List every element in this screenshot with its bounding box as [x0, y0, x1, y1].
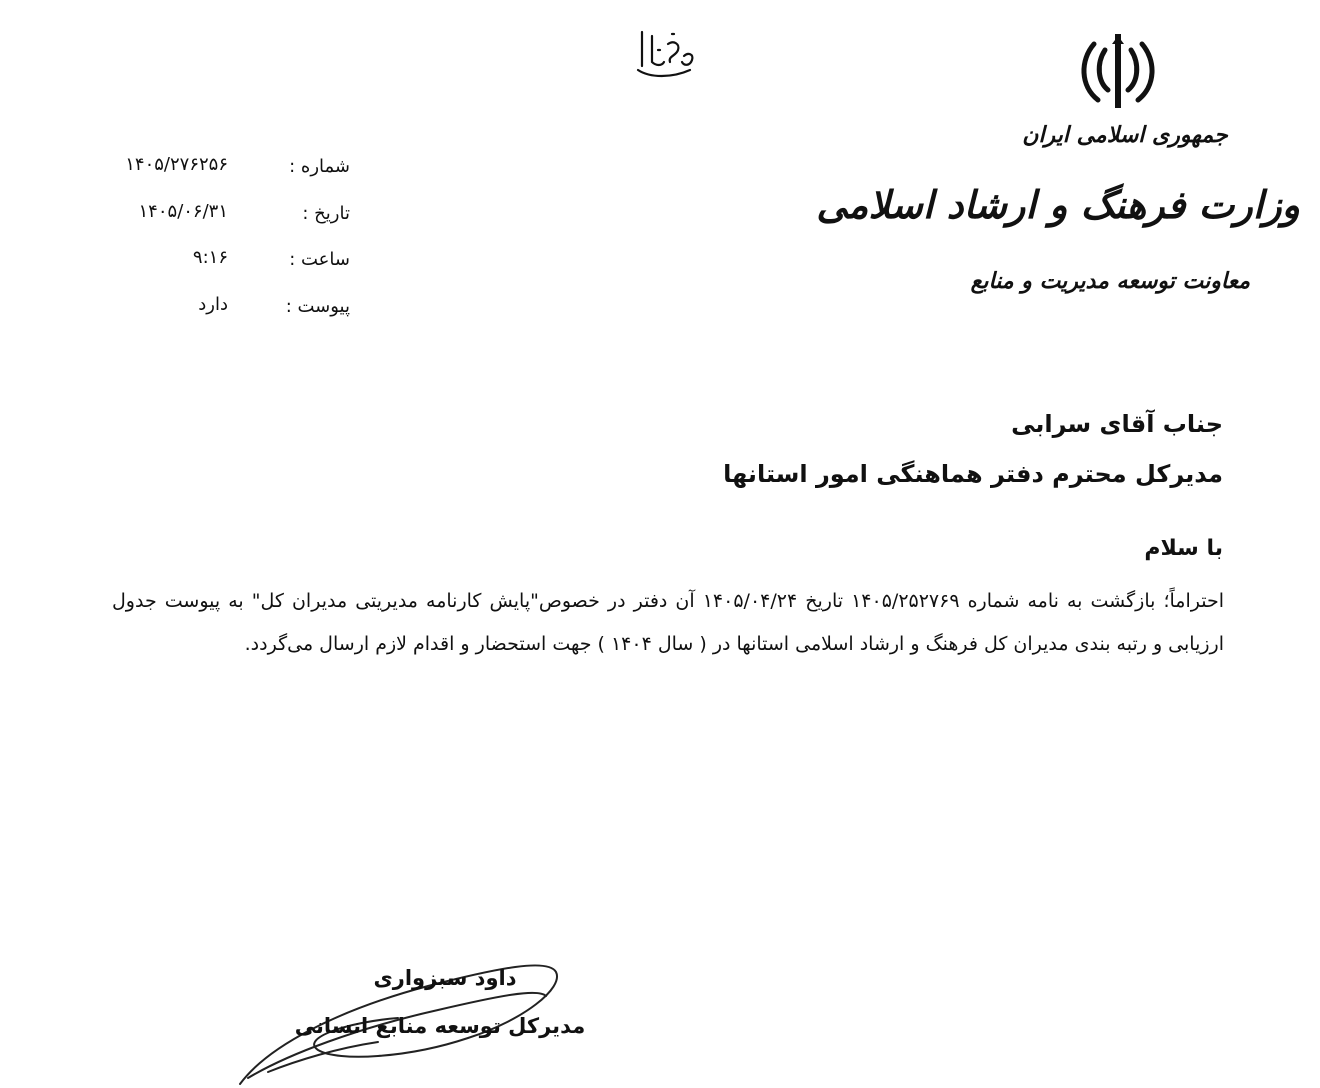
date-label: تاریخ : [302, 203, 350, 224]
date-value: ۱۴۰۵/۰۶/۳۱ [138, 201, 228, 222]
ministry-name: وزارت فرهنگ و ارشاد اسلامی [816, 182, 1300, 227]
addressee-name: جناب آقای سرابی [1011, 410, 1223, 438]
attachment-value: دارد [198, 294, 228, 315]
number-label: شماره : [289, 156, 350, 177]
greeting: با سلام [1144, 536, 1223, 561]
country-name: جمهوری اسلامی ایران [1022, 122, 1228, 148]
signer-name: داود سبزواری [373, 966, 517, 990]
attachment-label: پیوست : [285, 296, 350, 317]
addressee-title: مدیرکل محترم دفتر هماهنگی امور استانها [723, 460, 1223, 488]
number-value: ۱۴۰۵/۲۷۶۲۵۶ [125, 154, 228, 175]
signer-title: مدیرکل توسعه منابع انسانی [294, 1014, 586, 1038]
iran-emblem-icon [1078, 30, 1158, 112]
deputy-office: معاونت توسعه مدیریت و منابع [970, 268, 1250, 294]
letter-body: احتراماً؛ بازگشت به نامه شماره ۱۴۰۵/۲۵۲۷۶۹ تاریخ ۱۴۰۵/۰۴/۲۴ آن دفتر در خصوص"پایش کارنامه مدیریتی مدیران کل" به پیوست جدول ارزیابی و رتبه بندی مدیران کل فرهنگ و ارشاد اسلامی استانها در ( سال ۱۴۰۴ ) جهت استحضار و اقدام لازم ارسال می‌گردد. [112, 590, 1224, 655]
time-value: ۹:۱۶ [192, 247, 228, 268]
time-label: ساعت : [289, 249, 350, 270]
basmala-calligraphy [628, 26, 700, 82]
